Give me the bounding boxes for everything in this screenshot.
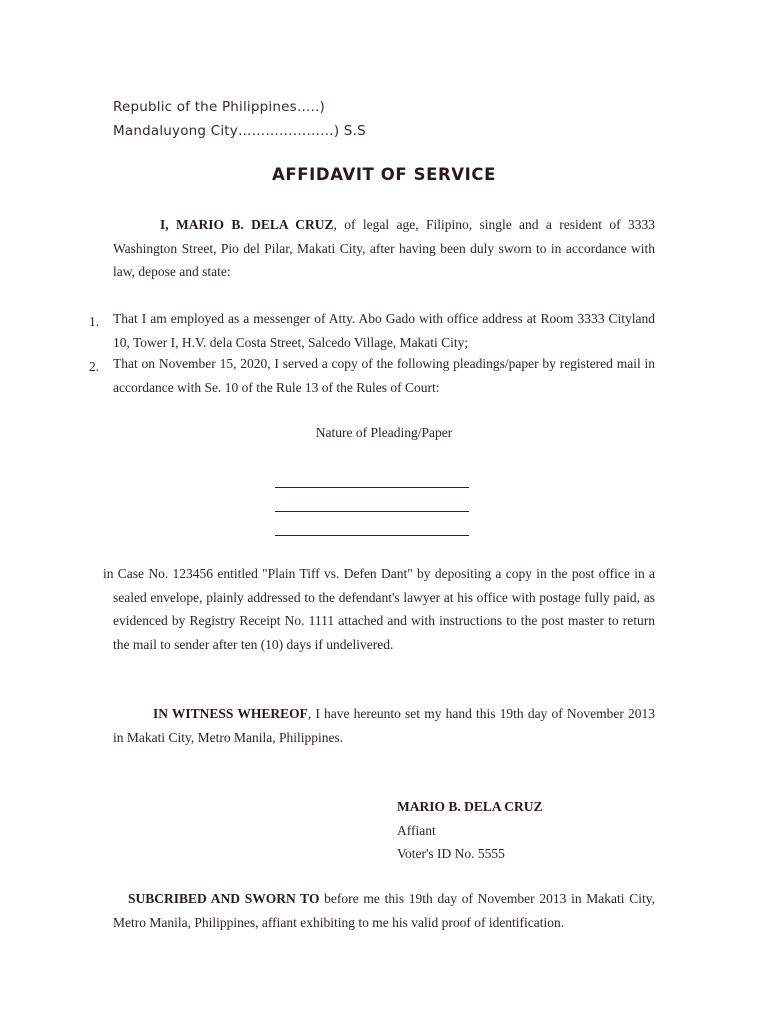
case-paragraph: in Case No. 123456 entitled "Plain Tiff vs. Defen Dant" by depositing a copy in the post office in a sealed envelope, plainly addressed to the defendant's lawyer at his office with postage fully paid, as evidenced by Registry Receipt No. 1111 attached and with instructions to the post master to return the mail to sender after ten (10) days if undelivered. [103,566,655,652]
document-title: AFFIDAVIT OF SERVICE [272,165,496,184]
item-text-1: That I am employed as a messenger of Atty. Abo Gado with office address at Room 3333 Cityland 10, Tower I, H.V. dela Costa Street, Salcedo Village, Makati City; [113,311,655,350]
affiant-name-intro: I, MARIO B. DELA CRUZ [160,217,334,232]
venue-line-republic: Republic of the Philippines…..) [113,99,326,115]
pleading-heading: Nature of Pleading/Paper [315,425,453,440]
jurat-lead: SUBCRIBED AND SWORN TO [128,891,320,906]
jurat-text: before me this 19th day of November 2013 in Makati City, Metro Manila, Philippines, affiant exhibiting to me his valid proof of identification. [113,891,655,930]
witness-text: , I have hereunto set my hand this 19th day of November 2013 in Makati City, Metro Manila, Philippines. [113,706,655,745]
item-number-2: 2. [89,359,100,374]
intro-paragraph [113,213,655,284]
jurat-paragraph [113,887,655,934]
item-number-1: 1. [89,314,100,329]
blank-line-1 [275,487,469,488]
signature-role: Affiant [397,822,436,838]
venue-line-city: Mandaluyong City…………………) S.S [113,123,366,139]
witness-paragraph [113,702,655,749]
intro-text: , of legal age, Filipino, single and a resident of 3333 Washington Street, Pio del Pilar, Makati City, after having been duly sworn to in accordance with law, depose and state: [113,217,655,279]
blank-line-3 [275,535,469,536]
signature-id: Voter's ID No. 5555 [397,846,505,861]
signature-block [397,795,657,866]
witness-lead: IN WITNESS WHEREOF [153,706,308,721]
item-text-2: That on November 15, 2020, I served a copy of the following pleadings/paper by registered mail in accordance with Se. 10 of the Rule 13 of the Rules of Court: [113,356,655,395]
blank-line-2 [275,511,469,512]
signature-name: MARIO B. DELA CRUZ [397,799,543,814]
